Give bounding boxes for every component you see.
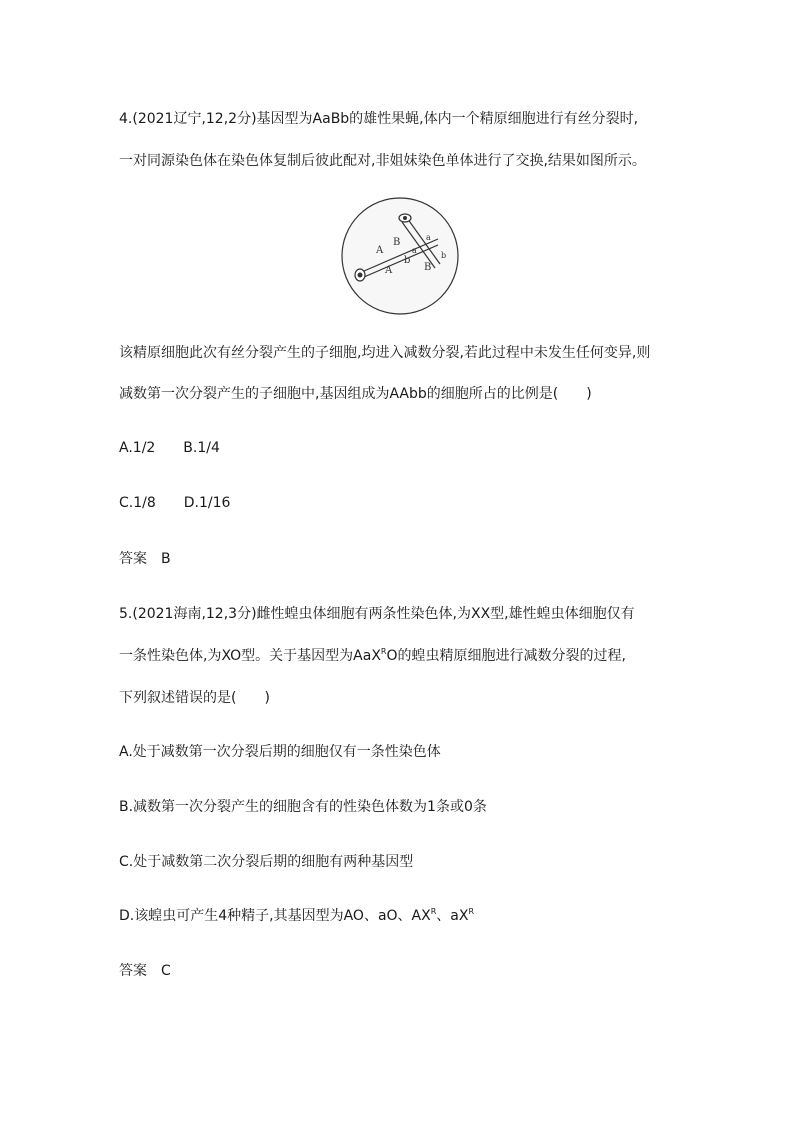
q5-option-b: B.减数第一次分裂产生的细胞含有的性染色体数为1条或0条 — [119, 799, 487, 815]
q4-text-line-3: 该精原细胞此次有丝分裂产生的子细胞,均进入减数分裂,若此过程中未发生任何变异,则 — [119, 345, 651, 361]
q4-options-row-1: A.1/2 B.1/4 — [119, 440, 220, 456]
q4-text-line-2: 一对同源染色体在染色体复制后彼此配对,非姐妹染色单体进行了交换,结果如图所示。 — [119, 153, 646, 169]
label-B-upper: B — [393, 237, 401, 248]
q4-answer: 答案 B — [119, 551, 171, 567]
q5-option-d-superscript-1: R — [430, 907, 437, 916]
label-B-right: B — [424, 262, 432, 273]
label-A-upper: A — [376, 245, 384, 256]
q5-option-d — [119, 906, 474, 926]
q5-option-d-superscript-2: R — [468, 907, 475, 916]
q4-text-line-1: 4.(2021辽宁,12,2分)基因型为AaBb的雄性果蝇,体内一个精原细胞进行有丝分裂时, — [119, 111, 639, 127]
q5-option-d-text-2: 、aX — [436, 908, 469, 924]
q5-line2-text-end: O的蝗虫精原细胞进行减数分裂的过程, — [386, 648, 626, 664]
homologous-chromosome-crossover-figure — [340, 196, 460, 316]
label-A-lower: A — [385, 265, 393, 276]
q5-text-line-2 — [119, 646, 626, 666]
q5-option-d-text: D.该蝗虫可产生4种精子,其基因型为AO、aO、AX — [119, 908, 431, 924]
q5-option-c: C.处于减数第二次分裂后期的细胞有两种基因型 — [119, 854, 414, 870]
label-a-2: a — [426, 233, 431, 242]
q5-line2-superscript: R — [380, 647, 387, 656]
q4-text-line-4: 减数第一次分裂产生的子细胞中,基因组成为AAbb的细胞所占的比例是( ) — [119, 386, 592, 402]
q5-line2-text: 一条性染色体,为XO型。关于基因型为AaX — [119, 648, 381, 664]
label-b-right: b — [441, 251, 447, 260]
centromere-top-core — [403, 216, 407, 220]
q5-text-line-3: 下列叙述错误的是( ) — [119, 690, 270, 706]
label-b-lower: b — [404, 255, 411, 266]
q5-option-a: A.处于减数第一次分裂后期的细胞仅有一条性染色体 — [119, 744, 441, 760]
label-a-1: a — [412, 246, 417, 255]
q5-text-line-1: 5.(2021海南,12,3分)雌性蝗虫体细胞有两条性染色体,为XX型,雄性蝗虫体细胞仅有 — [119, 606, 635, 622]
centromere-left-core — [358, 273, 363, 278]
q5-answer: 答案 C — [119, 963, 171, 979]
q4-options-row-2: C.1/8 D.1/16 — [119, 495, 231, 511]
